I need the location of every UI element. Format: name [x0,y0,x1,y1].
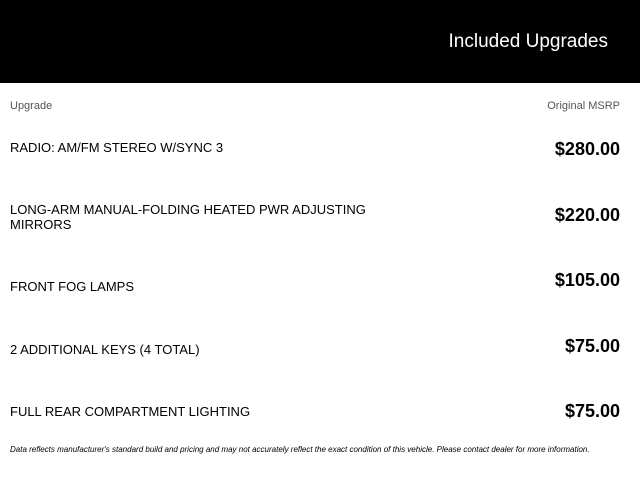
upgrade-price: $105.00 [554,270,620,290]
upgrade-name: 2 ADDITIONAL KEYS (4 TOTAL) [10,342,200,357]
upgrade-name: RADIO: AM/FM STEREO W/SYNC 3 [10,140,224,155]
upgrade-price: $280.00 [554,139,620,159]
header-bar [0,0,640,83]
upgrade-column-header: Upgrade [10,100,53,112]
upgrade-price: $220.00 [554,205,620,225]
msrp-column-header: Original MSRP [547,100,620,112]
upgrade-name: FRONT FOG LAMPS [10,279,134,294]
upgrade-price: $75.00 [564,336,620,356]
upgrade-price: $75.00 [564,401,620,421]
upgrade-name: FULL REAR COMPARTMENT LIGHTING [10,404,251,419]
disclaimer-text: Data reflects manufacturer's standard build and pricing and may not accurately reflect the exact condition of this vehicle. Please contact dealer for more information. [10,445,590,454]
page-title: Included Upgrades [448,31,608,52]
upgrade-name: LONG-ARM MANUAL-FOLDING HEATED PWR ADJUSTING MIRRORS [10,202,366,232]
